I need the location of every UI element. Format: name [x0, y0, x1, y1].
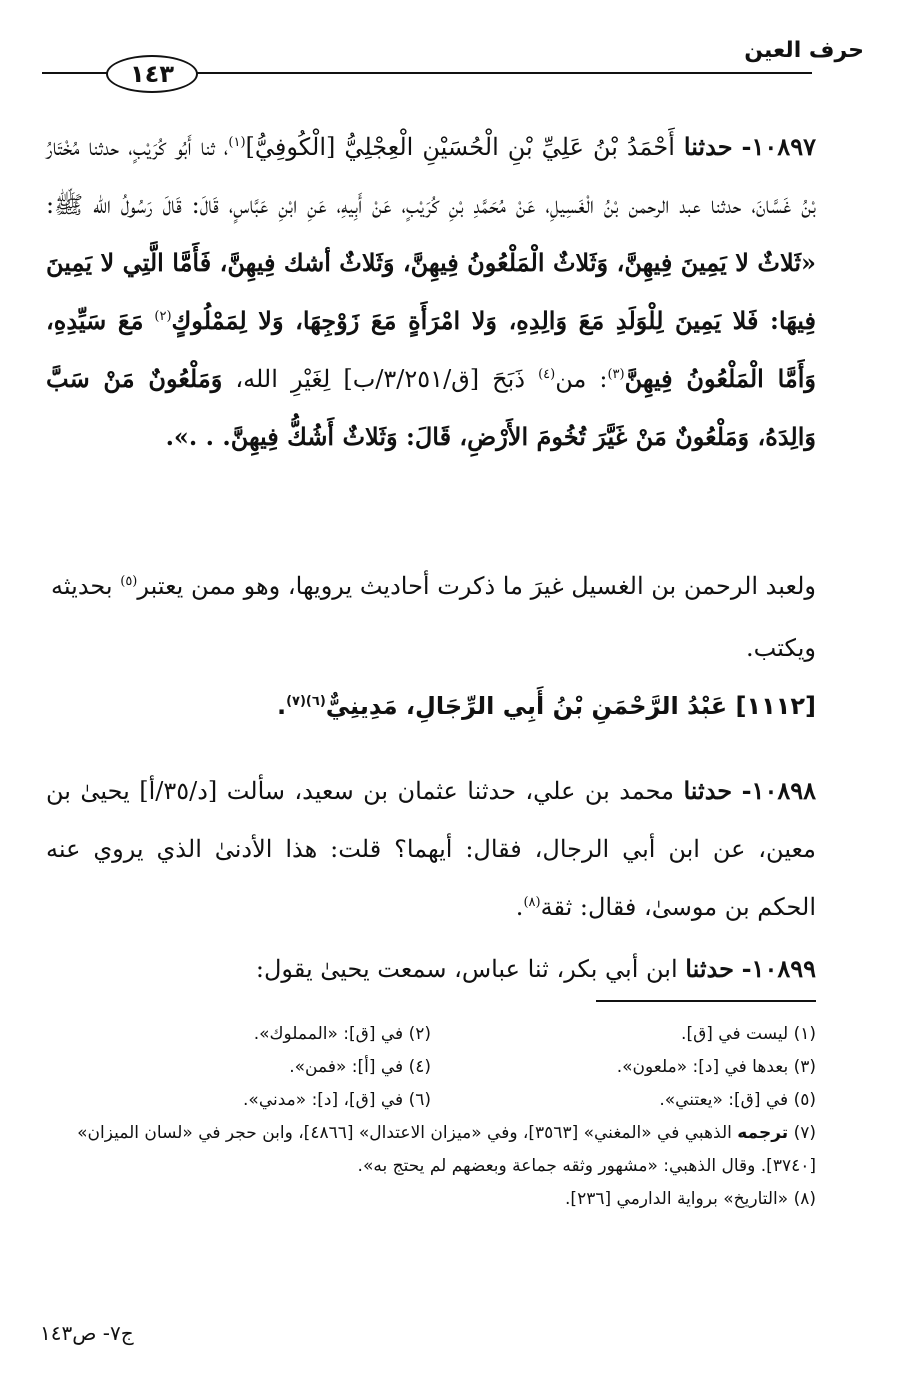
hadith-number: ١٠٨٩٧- — [741, 132, 816, 161]
footnote-5: (٥) في [ق]: «يعتني». — [659, 1090, 816, 1110]
footnote-ref: (٨) — [523, 895, 541, 910]
heading-end: . — [276, 692, 287, 720]
footnote-7-label: (٧) — [788, 1123, 816, 1143]
footnote-7 — [46, 1117, 816, 1183]
footnote-7-text: الذهبي في «المغني» [٣٥٦٣]، وفي «ميزان الاعتدال» [٤٨٦٦]، وابن حجر في «لسان الميزان» [٣٧٤٠]. وقال الذهبي: «مشهور وثقه جماعة وبعضهم لم يحتج به». — [77, 1123, 816, 1176]
footnotes — [46, 1018, 816, 1216]
note-paragraph — [46, 555, 816, 679]
hadith-quote: مَعَ سَيِّدِهِ، وَأَمَّا الْمَلْعُونُ فِيهِنَّ — [46, 306, 817, 393]
footnote-1: (١) ليست في [ق]. — [681, 1024, 816, 1044]
footnote-6: (٦) في [ق]، [د]: «مدني». — [243, 1090, 431, 1110]
hadith-keyword: حدثنا — [683, 132, 733, 161]
hadith-10899 — [46, 940, 816, 998]
hadith-keyword: حدثنا — [685, 954, 734, 983]
footnote-8: (٨) «التاريخ» برواية الدارمي [٢٣٦]. — [565, 1189, 816, 1209]
footnote-row — [46, 1051, 816, 1084]
footnote-3: (٣) بعدها في [د]: «ملعون». — [616, 1057, 816, 1077]
hadith-text: : من — [555, 365, 608, 393]
footnote-ref: (٢) — [154, 309, 172, 324]
section-heading-text: [١١١٢] عَبْدُ الرَّحْمَنِ بْنُ أَبِي الرِّجَالِ، مَدِينِيٌّ — [325, 692, 816, 720]
section-heading — [46, 692, 816, 720]
narrator-chain: ، ثنا أَبُو كُرَيْبٍ، حدثنا مُخْتَارُ بْنُ غَسَّانَ، حدثنا عبد الرحمن بْنُ الْغَسِيلِ، عَنْ مُحَمَّدِ بْنِ كُرَيْبٍ، عَنْ أَبِيهِ، عَنِ ابْنِ عَبَّاسٍ، قَالَ: قَالَ رَسُولُ الله ﷺ: — [46, 133, 816, 219]
page-reference: ج٧- ص١٤٣ — [40, 1321, 134, 1345]
chapter-title: حرف العين — [744, 38, 864, 63]
hadith-10897 — [46, 118, 816, 466]
hadith-end: . — [515, 893, 524, 921]
footnote-2: (٢) في [ق]: «المملوك». — [253, 1024, 431, 1044]
hadith-number: ١٠٨٩٩- — [741, 954, 816, 983]
footnote-row — [46, 1018, 816, 1051]
footnote-7-bold: ترجمه — [737, 1123, 789, 1143]
footnote-row — [46, 1084, 816, 1117]
footnote-ref: (٥) — [120, 574, 138, 589]
hadith-quote: وَمَلْعُونٌ مَنْ سَبَّ وَالِدَهُ، وَمَلْعُونٌ مَنْ غَيَّرَ تُخُومَ الأَرْضِ، قَالَ: وَثَلاثٌ أَشُكُّ فِيهِنَّ. . .». — [46, 364, 816, 451]
hadith-text: ابن أبي بكر، ثنا عباس، سمعت يحيىٰ يقول: — [255, 955, 678, 983]
hadith-text: محمد بن علي، حدثنا عثمان بن سعيد، سألت [د/٣٥/أ] يحيىٰ بن معين، عن ابن أبي الرجال، فقال: أيهما؟ قلت: هذا الأدنىٰ الذي يروي عنه الحكم بن موسىٰ، فقال: ثقة — [46, 777, 816, 921]
hadith-10898 — [46, 762, 816, 936]
note-text: ولعبد الرحمن بن الغسيل غيرَ ما ذكرت أحاديث يرويها، وهو ممن يعتبر — [137, 572, 816, 600]
footnote-ref: (٤) — [538, 367, 556, 382]
footnote-rule — [596, 1000, 816, 1002]
hadith-keyword: حدثنا — [683, 776, 733, 805]
note-text: بحديثه ويكتب. — [51, 572, 816, 662]
hadith-quote: «ثَلاثٌ لا يَمِينَ فِيهِنَّ، وَثَلاثٌ الْمَلْعُونُ فِيهِنَّ، وَثَلاثٌ أشك فِيهِنَّ، فَأَمَّا الَّتِي لا يَمِينَ فِيهَا: فَلا يَمِينَ لِلْوَلَدِ مَعَ وَالِدِهِ، وَلا امْرَأَةٍ مَعَ زَوْجِهَا، وَلا لِمَمْلُوكٍ — [46, 248, 816, 335]
hadith-number: ١٠٨٩٨- — [741, 776, 816, 805]
footnote-4: (٤) في [أ]: «فمن». — [289, 1057, 431, 1077]
footnote-ref: (١) — [228, 135, 246, 150]
footnote-ref: (٣) — [607, 367, 625, 382]
hadith-text: ذَبَحَ [ق/٣/٢٥١/ب] لِغَيْرِ الله، — [235, 365, 526, 393]
footnote-ref: (٦)(٧) — [286, 694, 326, 709]
narrator-chain: أَحْمَدُ بْنُ عَلِيِّ بْنِ الْحُسَيْنِ الْعِجْلِيُّ [الْكُوفِيُّ] — [245, 133, 675, 161]
page-number: ١٤٣ — [106, 55, 198, 93]
